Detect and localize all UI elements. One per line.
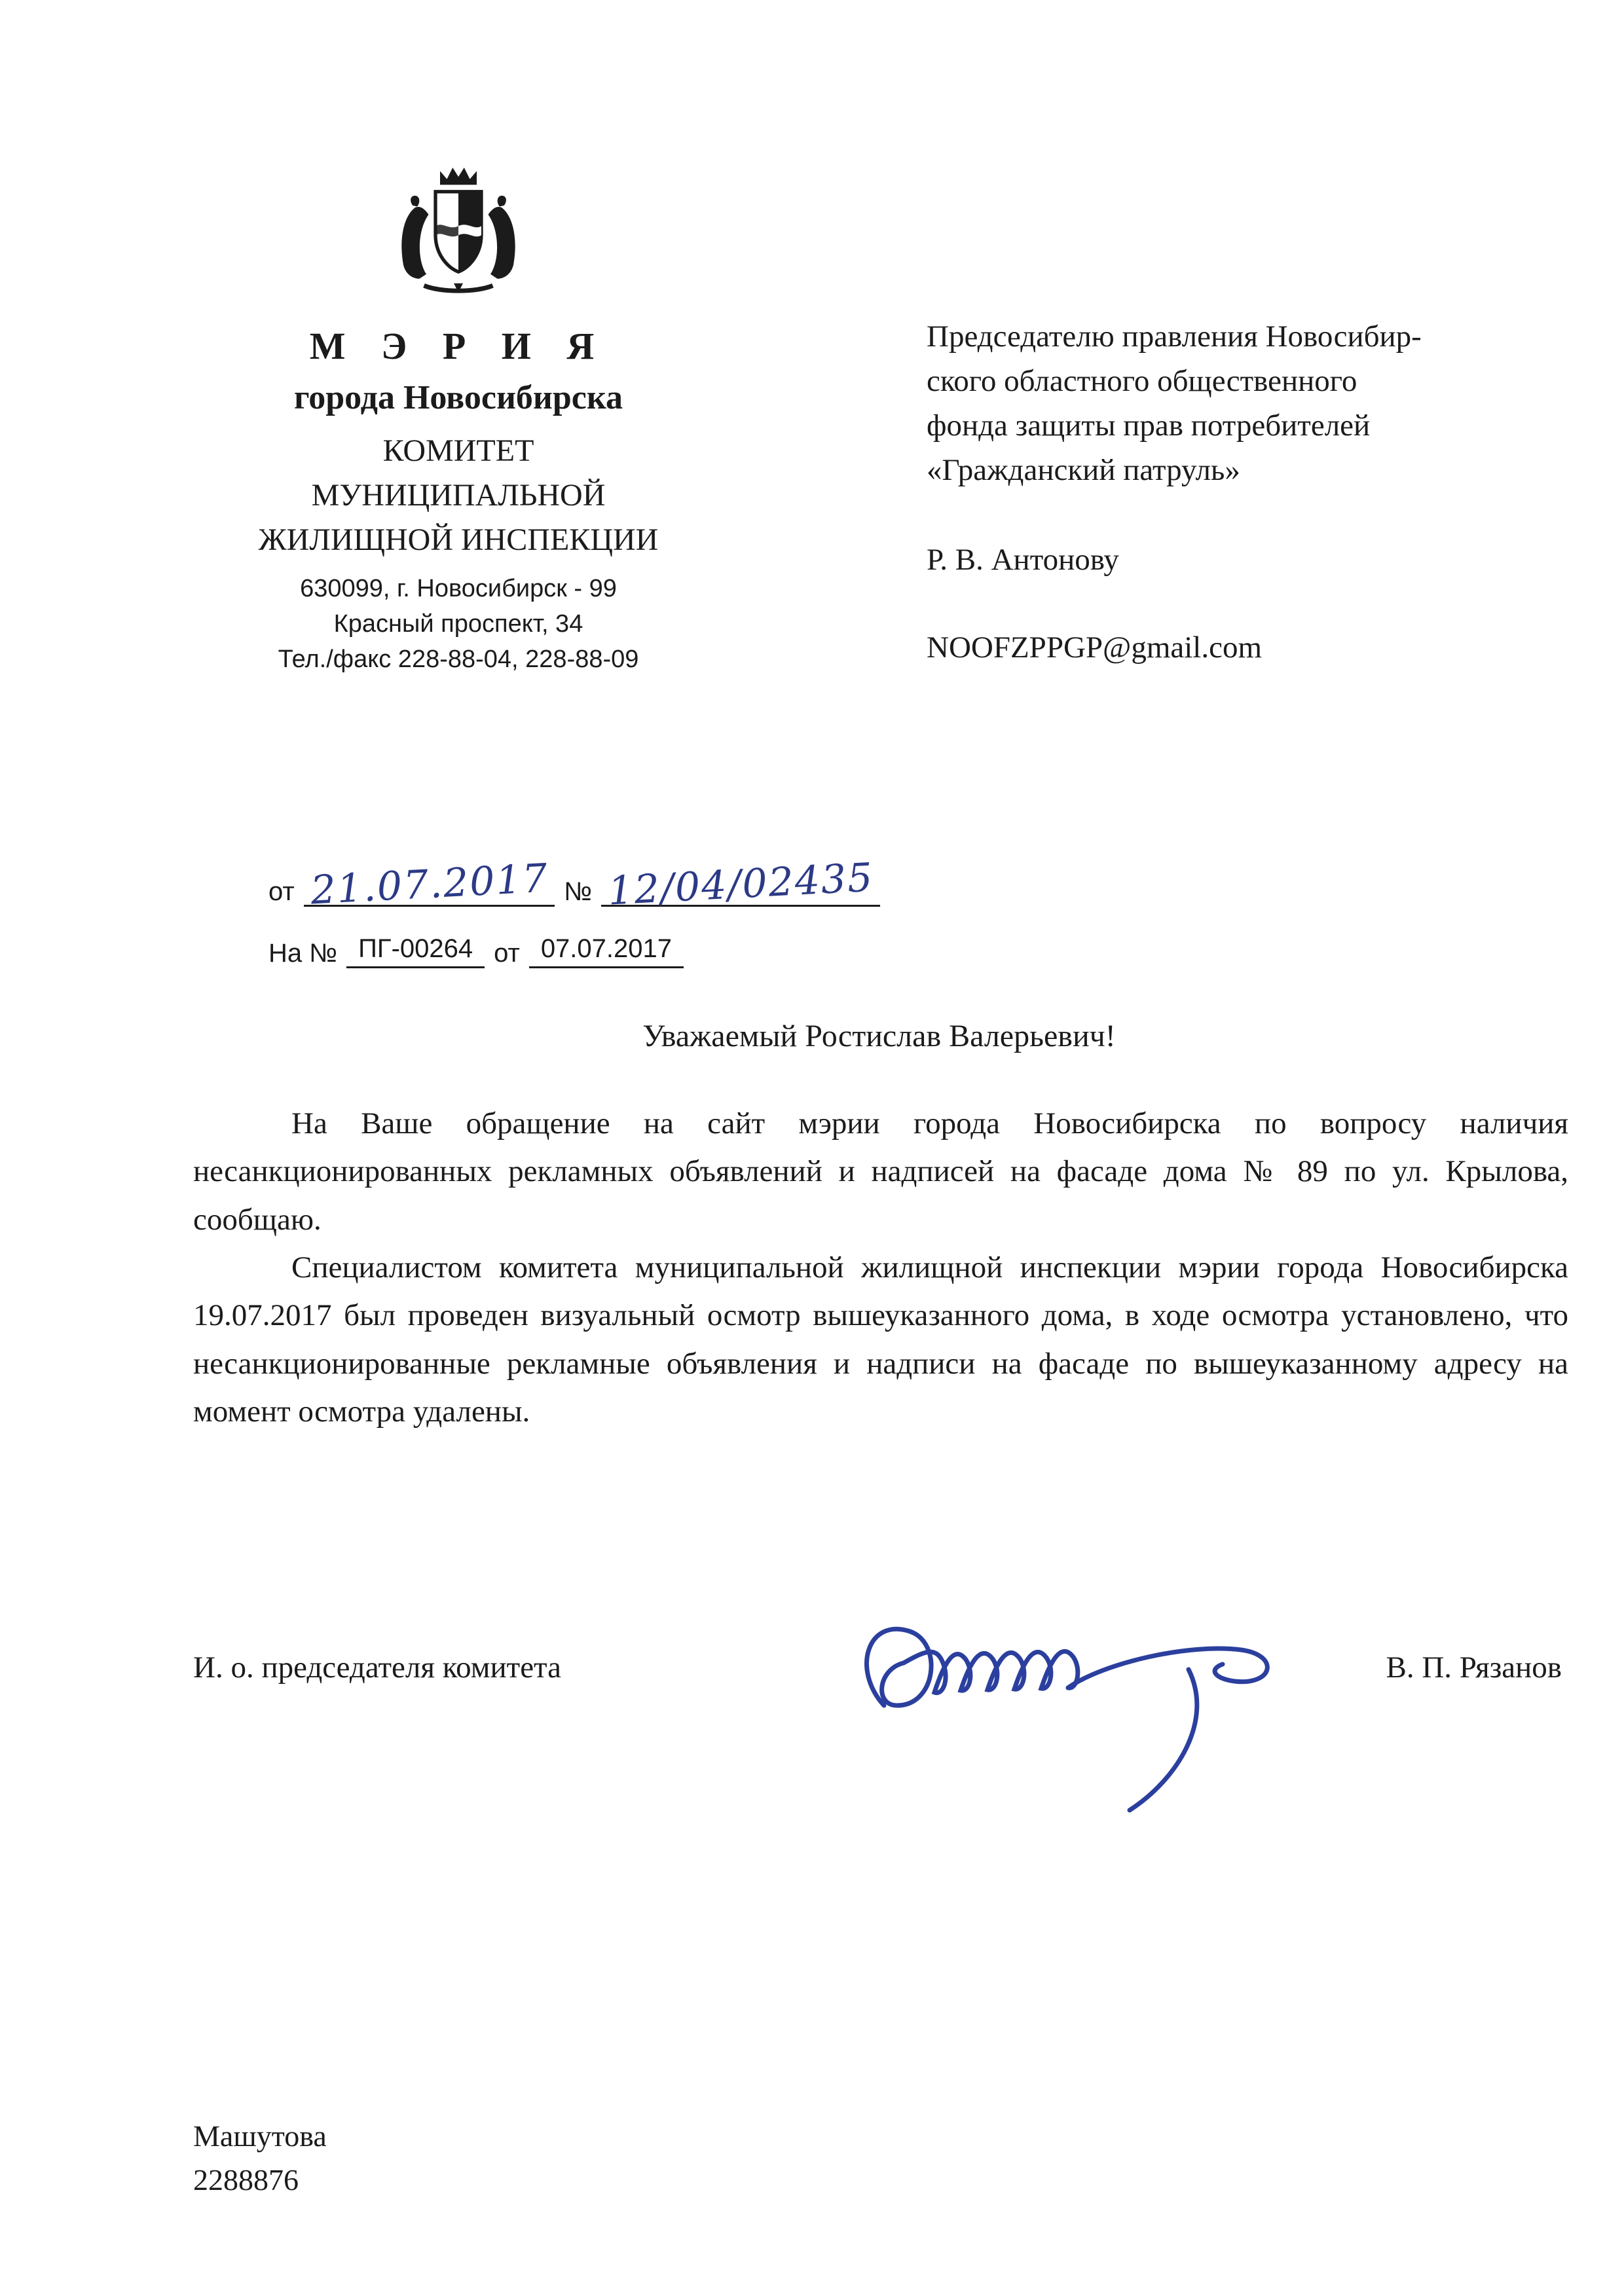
org-committee (196, 429, 720, 562)
committee-line-2: МУНИЦИПАЛЬНОЙ (311, 478, 606, 513)
handwritten-signature (822, 1571, 1333, 1846)
org-name: М Э Р И Я (309, 325, 608, 367)
signature-row (193, 1624, 1568, 1899)
address-line-3: Тел./факс 228-88-04, 228-88-09 (278, 646, 639, 674)
reference-number: ПГ-00264 (346, 934, 485, 968)
executor-phone: 2288876 (193, 2162, 299, 2196)
handwritten-number: 12/04/02435 (606, 854, 876, 915)
letterhead (196, 164, 720, 678)
outgoing-date-slot (304, 855, 555, 914)
addressee-block (927, 314, 1581, 670)
reference-label: На № (268, 939, 338, 968)
reference-date-label: от (494, 939, 520, 968)
addressee-line-2: ского областного общественного (927, 364, 1357, 399)
letter-body (193, 1100, 1568, 1436)
org-address (196, 572, 720, 678)
address-line-2: Красный проспект, 34 (333, 610, 583, 638)
addressee-email: NOOFZPPGP@gmail.com (927, 630, 1263, 665)
outgoing-number-label: № (564, 877, 593, 906)
paragraph-2: Специалистом комитета муниципальной жилищной инспекции мэрии города Новосибирска 19.07.2017 был проведен визуальный осмотр вышеуказанного дома, в ходе осмотра установлено, что несанкционированные рекламные объявления и надписи на фасаде по вышеуказанному адресу на момент осмотра удалены. (193, 1250, 1568, 1429)
paragraph-1: На Ваше обращение на сайт мэрии города Новосибирска по вопросу наличия несанкционированных рекламных объявлений и надписей на фасаде дома № 89 по ул. Крылова, сообщаю. (193, 1106, 1568, 1237)
signer-position: И. о. председателя комитета (193, 1650, 562, 1685)
salutation: Уважаемый Ростислав Валерьевич! (642, 1019, 1116, 1053)
outgoing-from-label: от (268, 877, 295, 906)
addressee-line-3: фонда защиты прав потребителей (927, 409, 1371, 443)
reference-lines (268, 854, 889, 996)
committee-line-1: КОМИТЕТ (382, 433, 534, 468)
handwritten-date: 21.07.2017 (309, 855, 550, 914)
outgoing-number-row (268, 854, 889, 915)
executor-name: Машутова (193, 2119, 327, 2153)
outgoing-number-slot (601, 854, 880, 915)
incoming-reference-row (268, 934, 889, 968)
org-city: города Новосибирска (293, 379, 623, 416)
addressee-line-4: «Гражданский патруль» (927, 453, 1240, 488)
novosibirsk-coat-of-arms-icon (390, 164, 527, 304)
addressee-name: Р. В. Антонову (927, 542, 1119, 577)
executor-block (193, 2115, 327, 2202)
committee-line-3: ЖИЛИЩНОЙ ИНСПЕКЦИИ (258, 522, 659, 558)
address-line-1: 630099, г. Новосибирск - 99 (300, 575, 617, 603)
reference-date: 07.07.2017 (529, 934, 684, 968)
signer-name: В. П. Рязанов (1386, 1650, 1562, 1685)
addressee-line-1: Председателю правления Новосибир- (927, 319, 1422, 354)
